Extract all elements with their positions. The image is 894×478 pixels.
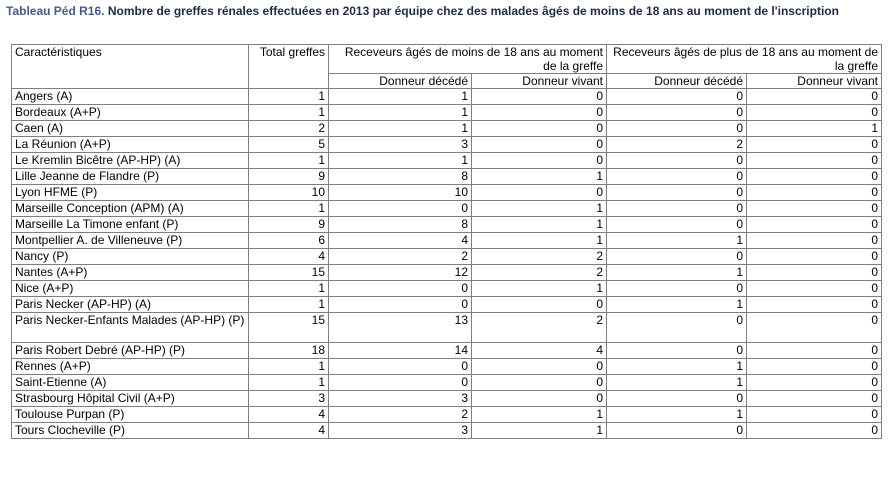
header-total: Total greffes (249, 45, 329, 89)
over18-deceased-cell: 1 (607, 297, 747, 313)
over18-living-cell: 0 (747, 313, 882, 343)
under18-living-cell: 1 (472, 217, 607, 233)
table-row (12, 265, 882, 281)
team-cell: Angers (A) (12, 89, 249, 105)
over18-living-cell: 0 (747, 233, 882, 249)
total-cell: 4 (249, 423, 329, 439)
under18-living-cell: 0 (472, 153, 607, 169)
over18-deceased-cell: 0 (607, 423, 747, 439)
total-cell: 1 (249, 153, 329, 169)
team-cell: Nantes (A+P) (12, 265, 249, 281)
table-row (12, 391, 882, 407)
table-row (12, 343, 882, 359)
over18-living-cell: 0 (747, 391, 882, 407)
table-row (12, 249, 882, 265)
team-cell: Strasbourg Hôpital Civil (A+P) (12, 391, 249, 407)
table-row (12, 153, 882, 169)
under18-living-cell: 0 (472, 391, 607, 407)
team-cell: Marseille La Timone enfant (P) (12, 217, 249, 233)
under18-living-cell: 2 (472, 265, 607, 281)
team-cell: Saint-Etienne (A) (12, 375, 249, 391)
over18-deceased-cell: 1 (607, 375, 747, 391)
team-cell: Bordeaux (A+P) (12, 105, 249, 121)
over18-living-cell: 0 (747, 281, 882, 297)
under18-deceased-cell: 0 (329, 359, 472, 375)
over18-living-cell: 0 (747, 169, 882, 185)
total-cell: 4 (249, 249, 329, 265)
total-cell: 2 (249, 121, 329, 137)
total-cell: 10 (249, 185, 329, 201)
table-row (12, 169, 882, 185)
team-cell: Le Kremlin Bicêtre (AP-HP) (A) (12, 153, 249, 169)
over18-living-cell: 0 (747, 407, 882, 423)
under18-deceased-cell: 12 (329, 265, 472, 281)
table-row (12, 359, 882, 375)
under18-living-cell: 1 (472, 281, 607, 297)
over18-deceased-cell: 0 (607, 105, 747, 121)
table-row (12, 281, 882, 297)
team-cell: Caen (A) (12, 121, 249, 137)
under18-deceased-cell: 8 (329, 169, 472, 185)
over18-living-cell: 0 (747, 89, 882, 105)
over18-deceased-cell: 1 (607, 233, 747, 249)
under18-deceased-cell: 13 (329, 313, 472, 343)
under18-living-cell: 1 (472, 423, 607, 439)
under18-living-cell: 1 (472, 169, 607, 185)
over18-deceased-cell: 0 (607, 185, 747, 201)
under18-living-cell: 0 (472, 359, 607, 375)
under18-living-cell: 0 (472, 297, 607, 313)
under18-living-cell: 0 (472, 185, 607, 201)
team-cell: Paris Necker-Enfants Malades (AP-HP) (P) (12, 313, 249, 343)
over18-deceased-cell: 0 (607, 89, 747, 105)
table-row (12, 375, 882, 391)
over18-deceased-cell: 1 (607, 265, 747, 281)
under18-deceased-cell: 0 (329, 281, 472, 297)
table-body (12, 89, 882, 439)
total-cell: 6 (249, 233, 329, 249)
total-cell: 9 (249, 169, 329, 185)
under18-living-cell: 0 (472, 121, 607, 137)
team-cell: Paris Necker (AP-HP) (A) (12, 297, 249, 313)
table-row (12, 217, 882, 233)
team-cell: Marseille Conception (APM) (A) (12, 201, 249, 217)
under18-deceased-cell: 0 (329, 201, 472, 217)
header-group-under18: Receveurs âgés de moins de 18 ans au moment de la greffe (329, 45, 607, 74)
table-row (12, 89, 882, 105)
total-cell: 1 (249, 201, 329, 217)
total-cell: 1 (249, 375, 329, 391)
over18-deceased-cell: 2 (607, 137, 747, 153)
under18-living-cell: 1 (472, 233, 607, 249)
under18-living-cell: 0 (472, 105, 607, 121)
table-row (12, 105, 882, 121)
under18-deceased-cell: 0 (329, 375, 472, 391)
over18-living-cell: 0 (747, 217, 882, 233)
under18-deceased-cell: 1 (329, 121, 472, 137)
over18-living-cell: 0 (747, 153, 882, 169)
over18-deceased-cell: 0 (607, 169, 747, 185)
over18-deceased-cell: 0 (607, 217, 747, 233)
team-cell: Paris Robert Debré (AP-HP) (P) (12, 343, 249, 359)
team-cell: Nice (A+P) (12, 281, 249, 297)
over18-deceased-cell: 0 (607, 313, 747, 343)
over18-living-cell: 0 (747, 297, 882, 313)
over18-living-cell: 0 (747, 201, 882, 217)
under18-living-cell: 0 (472, 89, 607, 105)
under18-deceased-cell: 0 (329, 297, 472, 313)
team-cell: Lille Jeanne de Flandre (P) (12, 169, 249, 185)
under18-living-cell: 0 (472, 137, 607, 153)
under18-deceased-cell: 4 (329, 233, 472, 249)
over18-deceased-cell: 0 (607, 249, 747, 265)
under18-living-cell: 1 (472, 201, 607, 217)
table-row (12, 313, 882, 343)
under18-deceased-cell: 1 (329, 153, 472, 169)
under18-deceased-cell: 2 (329, 249, 472, 265)
over18-deceased-cell: 1 (607, 359, 747, 375)
under18-deceased-cell: 3 (329, 391, 472, 407)
total-cell: 18 (249, 343, 329, 359)
header-row-1 (12, 45, 882, 74)
total-cell: 9 (249, 217, 329, 233)
team-cell: Toulouse Purpan (P) (12, 407, 249, 423)
under18-deceased-cell: 3 (329, 423, 472, 439)
total-cell: 1 (249, 89, 329, 105)
header-under18-deceased: Donneur décédé (329, 74, 472, 89)
under18-deceased-cell: 10 (329, 185, 472, 201)
over18-deceased-cell: 1 (607, 407, 747, 423)
team-cell: Lyon HFME (P) (12, 185, 249, 201)
header-under18-living: Donneur vivant (472, 74, 607, 89)
table-row (12, 233, 882, 249)
header-over18-living: Donneur vivant (747, 74, 882, 89)
under18-living-cell: 0 (472, 375, 607, 391)
under18-deceased-cell: 8 (329, 217, 472, 233)
under18-deceased-cell: 14 (329, 343, 472, 359)
table-row (12, 407, 882, 423)
total-cell: 15 (249, 313, 329, 343)
under18-deceased-cell: 3 (329, 137, 472, 153)
over18-living-cell: 0 (747, 105, 882, 121)
over18-deceased-cell: 0 (607, 153, 747, 169)
over18-living-cell: 0 (747, 359, 882, 375)
over18-living-cell: 0 (747, 137, 882, 153)
table-title (6, 4, 888, 19)
over18-living-cell: 0 (747, 343, 882, 359)
total-cell: 15 (249, 265, 329, 281)
over18-deceased-cell: 0 (607, 121, 747, 137)
total-cell: 1 (249, 297, 329, 313)
table-row (12, 185, 882, 201)
over18-deceased-cell: 0 (607, 391, 747, 407)
total-cell: 1 (249, 281, 329, 297)
over18-living-cell: 0 (747, 265, 882, 281)
total-cell: 1 (249, 105, 329, 121)
team-cell: La Réunion (A+P) (12, 137, 249, 153)
over18-living-cell: 1 (747, 121, 882, 137)
table-row (12, 137, 882, 153)
table-caption: Nombre de greffes rénales effectuées en 2013 par équipe chez des malades âgés de moins de 18 ans au moment de l'inscription (107, 4, 839, 18)
under18-living-cell: 4 (472, 343, 607, 359)
table-row (12, 121, 882, 137)
over18-living-cell: 0 (747, 375, 882, 391)
under18-deceased-cell: 1 (329, 105, 472, 121)
total-cell: 5 (249, 137, 329, 153)
over18-living-cell: 0 (747, 423, 882, 439)
table-row (12, 297, 882, 313)
total-cell: 4 (249, 407, 329, 423)
over18-deceased-cell: 0 (607, 343, 747, 359)
grafts-table (11, 44, 882, 439)
total-cell: 3 (249, 391, 329, 407)
under18-living-cell: 1 (472, 407, 607, 423)
team-cell: Tours Clocheville (P) (12, 423, 249, 439)
table-label: Tableau Péd R16. (6, 4, 105, 18)
table-row (12, 423, 882, 439)
table-row (12, 201, 882, 217)
team-cell: Nancy (P) (12, 249, 249, 265)
team-cell: Montpellier A. de Villeneuve (P) (12, 233, 249, 249)
team-cell: Rennes (A+P) (12, 359, 249, 375)
header-over18-deceased: Donneur décédé (607, 74, 747, 89)
under18-deceased-cell: 1 (329, 89, 472, 105)
over18-deceased-cell: 0 (607, 201, 747, 217)
over18-living-cell: 0 (747, 249, 882, 265)
under18-living-cell: 2 (472, 249, 607, 265)
over18-living-cell: 0 (747, 185, 882, 201)
under18-deceased-cell: 2 (329, 407, 472, 423)
under18-living-cell: 2 (472, 313, 607, 343)
header-group-over18: Receveurs âgés de plus de 18 ans au moment de la greffe (607, 45, 882, 74)
header-characteristics: Caractéristiques (12, 45, 249, 89)
over18-deceased-cell: 0 (607, 281, 747, 297)
total-cell: 1 (249, 359, 329, 375)
